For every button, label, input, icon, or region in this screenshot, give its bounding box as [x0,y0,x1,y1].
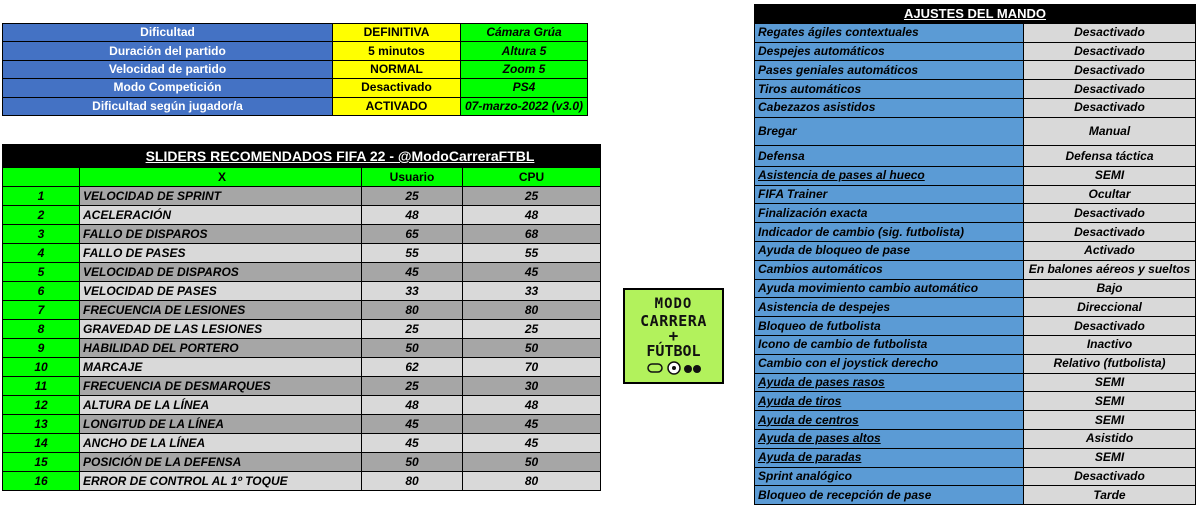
controller-setting-row [755,166,1196,185]
info-extra: Altura 5 [461,42,588,60]
info-label: Duración del partido [3,42,333,60]
slider-number: 7 [3,301,80,320]
controller-setting-value: Desactivado [1024,42,1196,61]
controller-setting-row [755,486,1196,505]
controller-setting-name: Bloqueo de recepción de pase [755,486,1024,505]
slider-name: MARCAJE [80,358,362,377]
controller-setting-row [755,80,1196,99]
controller-setting-row [755,317,1196,336]
controller-setting-value: Desactivado [1024,23,1196,42]
controller-setting-row [755,61,1196,80]
controller-setting-row [755,298,1196,317]
slider-cpu-value: 55 [463,244,601,263]
slider-name: VELOCIDAD DE DISPAROS [80,263,362,282]
controller-setting-row [755,260,1196,279]
controller-setting-value: Desactivado [1024,98,1196,117]
slider-number: 6 [3,282,80,301]
slider-row [3,263,601,282]
controller-setting-value: Bajo [1024,279,1196,298]
controller-setting-name: Ayuda movimiento cambio automático [755,279,1024,298]
controller-setting-name: Ayuda de paradas [755,448,1024,467]
sliders-table [2,144,601,491]
header-user: Usuario [362,168,463,187]
gamepad-ball-binoculars-icon [644,360,704,376]
controller-setting-row [755,98,1196,117]
controller-setting-value: Desactivado [1024,80,1196,99]
slider-user-value: 65 [362,225,463,244]
controller-setting-value: SEMI [1024,448,1196,467]
info-value: NORMAL [333,60,461,78]
controller-setting-name: Cabezazos asistidos [755,98,1024,117]
slider-user-value: 48 [362,206,463,225]
slider-cpu-value: 50 [463,339,601,358]
slider-number: 8 [3,320,80,339]
controller-setting-value: Desactivado [1024,223,1196,242]
slider-user-value: 80 [362,301,463,320]
controller-setting-name: Pases geniales automáticos [755,61,1024,80]
info-extra: PS4 [461,79,588,97]
slider-name: FRECUENCIA DE DESMARQUES [80,377,362,396]
slider-row [3,339,601,358]
controller-setting-value: SEMI [1024,166,1196,185]
slider-number: 16 [3,472,80,491]
slider-row [3,472,601,491]
controller-setting-name: Indicador de cambio (sig. futbolista) [755,223,1024,242]
controller-setting-value: Desactivado [1024,61,1196,80]
slider-name: ACELERACIÓN [80,206,362,225]
slider-name: HABILIDAD DEL PORTERO [80,339,362,358]
slider-user-value: 62 [362,358,463,377]
controller-setting-name: Regates ágiles contextuales [755,23,1024,42]
slider-cpu-value: 30 [463,377,601,396]
controller-setting-row [755,373,1196,392]
controller-settings-table [754,4,1196,505]
sliders-title: SLIDERS RECOMENDADOS FIFA 22 - @ModoCarreraFTBL [80,145,601,168]
slider-name: FRECUENCIA DE LESIONES [80,301,362,320]
slider-number: 12 [3,396,80,415]
slider-name: FALLO DE DISPAROS [80,225,362,244]
controller-setting-name: Asistencia de despejes [755,298,1024,317]
controller-setting-name: Ayuda de bloqueo de pase [755,241,1024,260]
slider-number: 1 [3,187,80,206]
controller-settings-title: AJUSTES DEL MANDO [755,5,1196,24]
controller-setting-name: Finalización exacta [755,204,1024,223]
controller-setting-row [755,23,1196,42]
slider-number: 14 [3,434,80,453]
slider-name: VELOCIDAD DE SPRINT [80,187,362,206]
slider-number: 2 [3,206,80,225]
controller-setting-value: En balones aéreos y sueltos [1024,260,1196,279]
controller-setting-name: Icono de cambio de futbolista [755,335,1024,354]
slider-name: FALLO DE PASES [80,244,362,263]
controller-setting-row [755,448,1196,467]
controller-setting-row [755,467,1196,486]
logo-line-2: CARRERA [640,312,707,330]
slider-cpu-value: 25 [463,187,601,206]
controller-setting-row [755,204,1196,223]
slider-row [3,358,601,377]
game-settings-table [2,23,588,116]
slider-row [3,282,601,301]
slider-user-value: 25 [362,187,463,206]
controller-setting-value: SEMI [1024,392,1196,411]
info-value: DEFINITIVA [333,24,461,42]
controller-setting-row [755,241,1196,260]
slider-cpu-value: 45 [463,434,601,453]
slider-user-value: 33 [362,282,463,301]
info-row [3,24,588,42]
slider-number: 10 [3,358,80,377]
modo-carrera-futbol-logo [623,288,724,384]
logo-line-1: MODO [654,296,693,312]
controller-setting-name: Ayuda de pases rasos [755,373,1024,392]
logo-icons [625,360,722,378]
controller-setting-name: Cambio con el joystick derecho [755,354,1024,373]
info-value: ACTIVADO [333,97,461,115]
controller-setting-value: Desactivado [1024,204,1196,223]
controller-setting-name: Ayuda de centros [755,411,1024,430]
controller-setting-name: Despejes automáticos [755,42,1024,61]
info-row [3,42,588,60]
header-number [3,168,80,187]
slider-user-value: 45 [362,415,463,434]
slider-row [3,225,601,244]
slider-row [3,320,601,339]
slider-row [3,434,601,453]
controller-setting-value: Direccional [1024,298,1196,317]
slider-cpu-value: 25 [463,320,601,339]
controller-setting-value: Asistido [1024,429,1196,448]
controller-setting-row [755,279,1196,298]
slider-row [3,244,601,263]
header-name: X [80,168,362,187]
slider-user-value: 45 [362,263,463,282]
slider-user-value: 80 [362,472,463,491]
slider-user-value: 25 [362,377,463,396]
title-spacer [3,145,80,168]
controller-setting-value: Tarde [1024,486,1196,505]
slider-row [3,377,601,396]
slider-row [3,206,601,225]
controller-setting-name: Sprint analógico [755,467,1024,486]
controller-setting-value: Relativo (futbolista) [1024,354,1196,373]
slider-cpu-value: 48 [463,396,601,415]
slider-name: ANCHO DE LA LÍNEA [80,434,362,453]
controller-setting-value: SEMI [1024,373,1196,392]
controller-setting-name: Asistencia de pases al hueco [755,166,1024,185]
slider-row [3,453,601,472]
info-label: Dificultad según jugador/a [3,97,333,115]
info-extra: Zoom 5 [461,60,588,78]
controller-setting-row [755,42,1196,61]
info-row [3,60,588,78]
slider-number: 9 [3,339,80,358]
slider-name: POSICIÓN DE LA DEFENSA [80,453,362,472]
slider-row [3,187,601,206]
controller-setting-value: Desactivado [1024,467,1196,486]
controller-setting-name: Bregar [755,117,1024,145]
info-extra: Cámara Grúa [461,24,588,42]
controller-setting-name: Cambios automáticos [755,260,1024,279]
slider-user-value: 45 [362,434,463,453]
info-row [3,97,588,115]
logo-plus: + [668,326,679,345]
controller-setting-name: Ayuda de pases altos [755,429,1024,448]
info-value: 5 minutos [333,42,461,60]
slider-name: ALTURA DE LA LÍNEA [80,396,362,415]
controller-setting-value: Activado [1024,241,1196,260]
slider-number: 15 [3,453,80,472]
slider-cpu-value: 45 [463,415,601,434]
slider-number: 11 [3,377,80,396]
slider-cpu-value: 48 [463,206,601,225]
slider-name: GRAVEDAD DE LAS LESIONES [80,320,362,339]
controller-setting-row [755,223,1196,242]
controller-setting-row [755,392,1196,411]
slider-cpu-value: 70 [463,358,601,377]
info-row [3,79,588,97]
controller-setting-row [755,117,1196,145]
controller-setting-name: FIFA Trainer [755,185,1024,204]
info-label: Dificultad [3,24,333,42]
slider-cpu-value: 45 [463,263,601,282]
controller-setting-row [755,411,1196,430]
controller-setting-name: Tiros automáticos [755,80,1024,99]
controller-setting-value: Inactivo [1024,335,1196,354]
slider-cpu-value: 80 [463,301,601,320]
slider-cpu-value: 80 [463,472,601,491]
slider-name: ERROR DE CONTROL AL 1º TOQUE [80,472,362,491]
info-value: Desactivado [333,79,461,97]
controller-setting-row [755,335,1196,354]
slider-row [3,415,601,434]
slider-name: LONGITUD DE LA LÍNEA [80,415,362,434]
header-cpu: CPU [463,168,601,187]
slider-name: VELOCIDAD DE PASES [80,282,362,301]
info-label: Modo Competición [3,79,333,97]
controller-setting-row [755,145,1196,166]
controller-setting-row [755,429,1196,448]
slider-number: 13 [3,415,80,434]
controller-setting-value: Defensa táctica [1024,145,1196,166]
controller-setting-name: Defensa [755,145,1024,166]
controller-setting-row [755,185,1196,204]
info-extra: 07-marzo-2022 (v3.0) [461,97,588,115]
controller-setting-row [755,354,1196,373]
controller-setting-name: Ayuda de tiros [755,392,1024,411]
slider-user-value: 50 [362,453,463,472]
slider-row [3,396,601,415]
slider-user-value: 48 [362,396,463,415]
slider-user-value: 55 [362,244,463,263]
controller-setting-value: Ocultar [1024,185,1196,204]
slider-cpu-value: 50 [463,453,601,472]
slider-number: 3 [3,225,80,244]
slider-cpu-value: 33 [463,282,601,301]
slider-cpu-value: 68 [463,225,601,244]
controller-setting-value: Manual [1024,117,1196,145]
slider-number: 5 [3,263,80,282]
controller-setting-name: Bloqueo de futbolista [755,317,1024,336]
slider-user-value: 50 [362,339,463,358]
slider-user-value: 25 [362,320,463,339]
controller-setting-value: SEMI [1024,411,1196,430]
logo-line-4: FÚTBOL [646,342,701,360]
slider-row [3,301,601,320]
controller-setting-value: Desactivado [1024,317,1196,336]
info-label: Velocidad de partido [3,60,333,78]
slider-number: 4 [3,244,80,263]
